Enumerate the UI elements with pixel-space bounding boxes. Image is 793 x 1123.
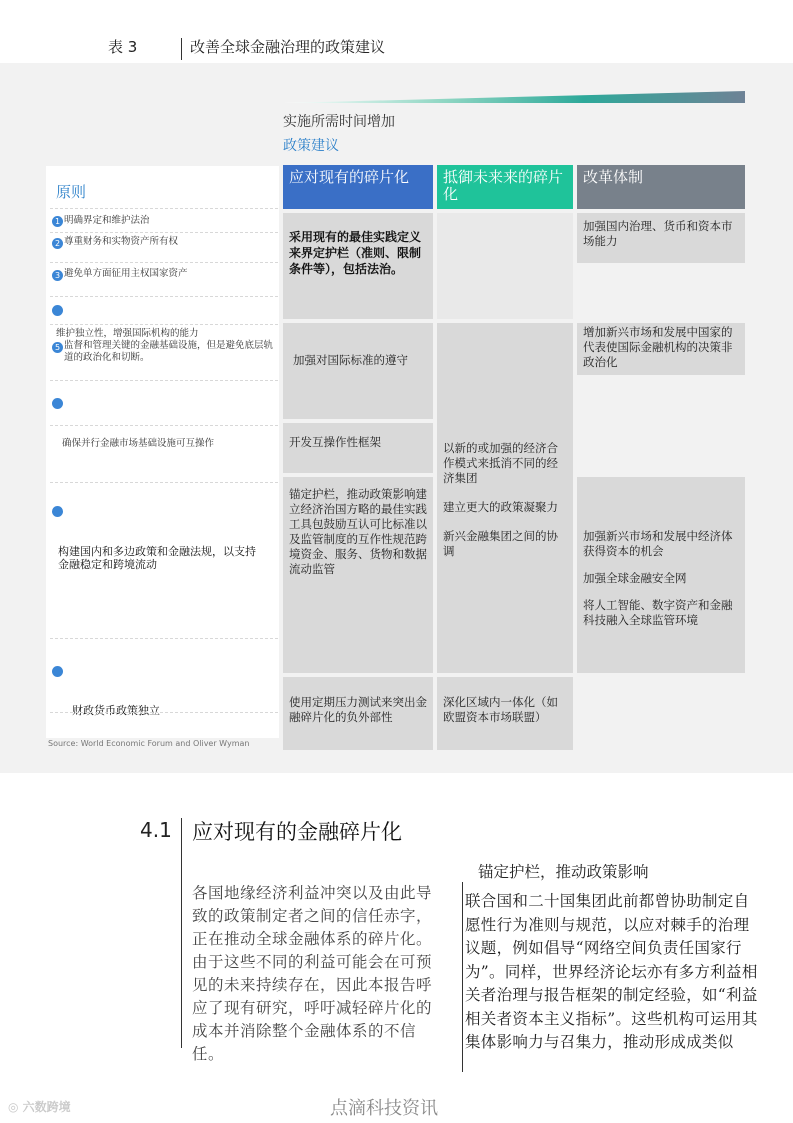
principle-text: 避免单方面征用主权国家资产 xyxy=(64,268,188,279)
principle-number: 5 xyxy=(52,342,63,353)
policy-cell-group xyxy=(437,323,573,673)
policy-cell-empty xyxy=(437,213,573,319)
section-title: 应对现有的金融碎片化 xyxy=(192,820,402,844)
principle-bullet xyxy=(52,398,63,409)
principle-number: 2 xyxy=(52,238,63,249)
divider xyxy=(50,324,278,326)
principle-text: 构建国内和多边政策和金融法规，以支持金融稳定和跨境流动 xyxy=(58,545,256,571)
header-divider xyxy=(181,38,182,60)
policy-item: 建立更大的政策凝聚力 xyxy=(443,500,558,514)
column-header-existing: 应对现有的碎片化 xyxy=(283,165,433,209)
principle-bullet xyxy=(52,506,63,517)
divider xyxy=(50,712,278,714)
divider xyxy=(50,380,278,382)
principle-bullet xyxy=(52,666,63,677)
policy-cell: 加强对国际标准的遵守 xyxy=(283,323,433,419)
table-number: 表 3 xyxy=(108,38,138,56)
principles-column xyxy=(46,166,279,738)
principle-text: 确保并行金融市场基础设施可互操作 xyxy=(62,438,215,449)
column-divider xyxy=(462,882,463,1072)
principle-number: 3 xyxy=(52,270,63,281)
divider xyxy=(50,208,278,210)
principle-text: 监督和管理关键的金融基础设施，但是避免底层轨道的政治化和切断。 xyxy=(64,340,274,363)
watermark-name: 点滴科技资讯 xyxy=(330,1098,438,1119)
policy-cell: 加强国内治理、货币和资本市场能力 xyxy=(577,213,745,263)
watermark-text: 六数跨境 xyxy=(22,1100,71,1114)
divider xyxy=(50,232,278,234)
divider xyxy=(50,425,278,427)
principle-text: 财政货币政策独立 xyxy=(72,704,160,717)
principle-text: 明确界定和维护法治 xyxy=(64,215,150,226)
principles-title: 原则 xyxy=(56,183,87,201)
policy-cell: 使用定期压力测试来突出金融碎片化的负外部性 xyxy=(283,677,433,750)
policy-item: 以新的或加强的经济合作模式来抵消不同的经济集团 xyxy=(443,441,558,485)
section-number: 4.1 xyxy=(140,818,172,842)
policy-cell: 采用现有的最佳实践定义来界定护栏（准则、限制条件等），包括法治。 xyxy=(283,213,433,319)
policy-cell: 增加新兴市场和发展中国家的代表使国际金融机构的决策非政治化 xyxy=(577,323,745,375)
subheading: 锚定护栏，推动政策影响 xyxy=(478,863,649,881)
policy-cell: 锚定护栏，推动政策影响建立经济治国方略的最佳实践工具包鼓励互认可比标准以及监管制度的互作性规范跨境资金、服务、货物和数据流动监管 xyxy=(283,477,433,673)
divider xyxy=(50,262,278,264)
policy-item: 新兴金融集团之间的协调 xyxy=(443,529,558,558)
principle-bullet xyxy=(52,305,63,316)
principle-text: 尊重财务和实物资产所有权 xyxy=(64,236,179,247)
time-label: 实施所需时间增加 xyxy=(283,114,395,130)
body-text-left: 各国地缘经济利益冲突以及由此导致的政策制定者之间的信任赤字，正在推动全球金融体系的碎片化。由于这些不同的利益可能会在可预见的未来持续存在，因此本报告呼应了现有研究，呼吁减轻碎片化的成本并消除整个金融体系的不信任。 xyxy=(192,884,433,1063)
table-title: 改善全球金融治理的政策建议 xyxy=(190,38,386,56)
divider xyxy=(50,638,278,640)
policy-item: 加强新兴市场和发展中经济体获得资本的机会 xyxy=(583,529,733,558)
body-text-right: 联合国和二十国集团此前都曾协助制定自愿性行为准则与规范，以应对棘手的治理议题，例如倡导“网络空间负责任国家行为”。同样，世界经济论坛亦有多方利益相关者治理与报告框架的制定经验，如“利益相关者资本主义指标”。这些机构可运用其集体影响力与召集力，推动形成成类似 xyxy=(465,892,758,1051)
watermark-logo xyxy=(8,1098,71,1115)
column-header-reform: 改革体制 xyxy=(577,165,745,209)
policy-label: 政策建议 xyxy=(283,138,339,154)
policy-cell-group xyxy=(577,477,745,673)
principle-number: 1 xyxy=(52,216,63,227)
policy-cell: 深化区域内一体化（如欧盟资本市场联盟） xyxy=(437,677,573,750)
policy-item: 将人工智能、数字资产和金融科技融入全球监管环境 xyxy=(583,598,733,627)
policy-item: 加强全球金融安全网 xyxy=(583,571,687,585)
column-header-future: 抵御未来来的碎片化 xyxy=(437,165,573,209)
policy-cell: 开发互操作性框架 xyxy=(283,423,433,473)
watermark-icon: ◎ xyxy=(8,1100,23,1114)
section-divider xyxy=(181,818,182,1048)
divider xyxy=(50,482,278,484)
divider xyxy=(50,296,278,298)
principle-text: 维护独立性，增强国际机构的能力 xyxy=(56,328,199,339)
source-note: Source: World Economic Forum and Oliver Wyman xyxy=(48,739,250,748)
